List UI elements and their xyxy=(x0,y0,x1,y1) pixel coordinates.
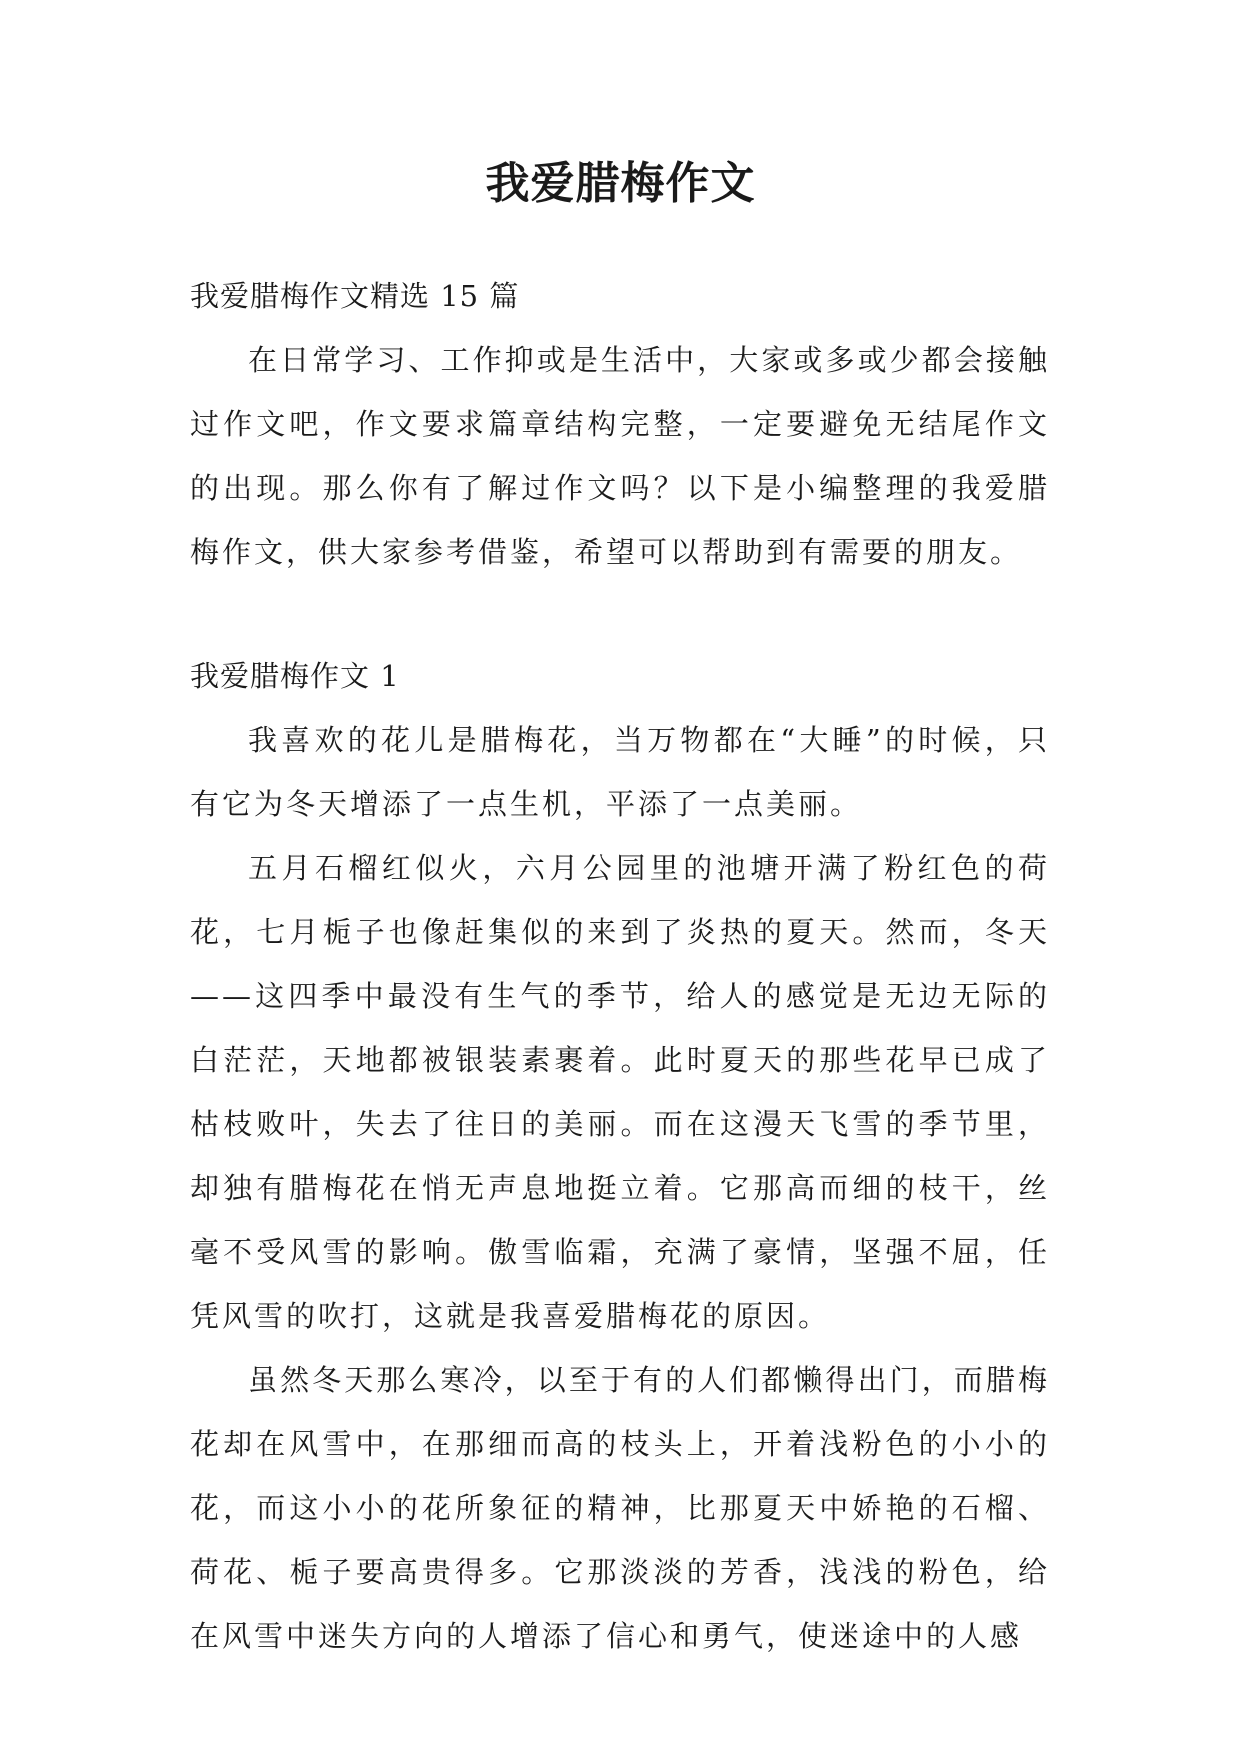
document-title: 我爱腊梅作文 xyxy=(485,158,756,209)
section-spacer xyxy=(190,584,1050,644)
document-body xyxy=(190,264,1050,1668)
collection-subtitle: 我爱腊梅作文精选 15 篇 xyxy=(190,279,520,313)
body-paragraph: 虽然冬天那么寒冷，以至于有的人们都懒得出门，而腊梅花却在风雪中，在那细而高的枝头上，开着浅粉色的小小的花，而这小小的花所象征的精神，比那夏天中娇艳的石榴、荷花、栀子要高贵得多。它那淡淡的芳香，浅浅的粉色，给在风雪中迷失方向的人增添了信心和勇气，使迷途中的人感 xyxy=(190,1363,1050,1653)
body-paragraph: 五月石榴红似火，六月公园里的池塘开满了粉红色的荷花，七月栀子也像赶集似的来到了炎热的夏天。然而，冬天——这四季中最没有生气的季节，给人的感觉是无边无际的白茫茫，天地都被银装素裹着。此时夏天的那些花早已成了枯枝败叶，失去了往日的美丽。而在这漫天飞雪的季节里，却独有腊梅花在悄无声息地挺立着。它那高而细的枝干，丝毫不受风雪的影响。傲雪临霜，充满了豪情，坚强不屈，任凭风雪的吹打，这就是我喜爱腊梅花的原因。 xyxy=(190,851,1050,1333)
section-heading: 我爱腊梅作文 1 xyxy=(190,659,400,693)
body-paragraph: 我喜欢的花儿是腊梅花，当万物都在“大睡”的时候，只有它为冬天增添了一点生机，平添了一点美丽。 xyxy=(190,723,1050,821)
intro-paragraph: 在日常学习、工作抑或是生活中，大家或多或少都会接触过作文吧，作文要求篇章结构完整，一定要避免无结尾作文的出现。那么你有了解过作文吗？以下是小编整理的我爱腊梅作文，供大家参考借鉴，希望可以帮助到有需要的朋友。 xyxy=(190,343,1050,569)
